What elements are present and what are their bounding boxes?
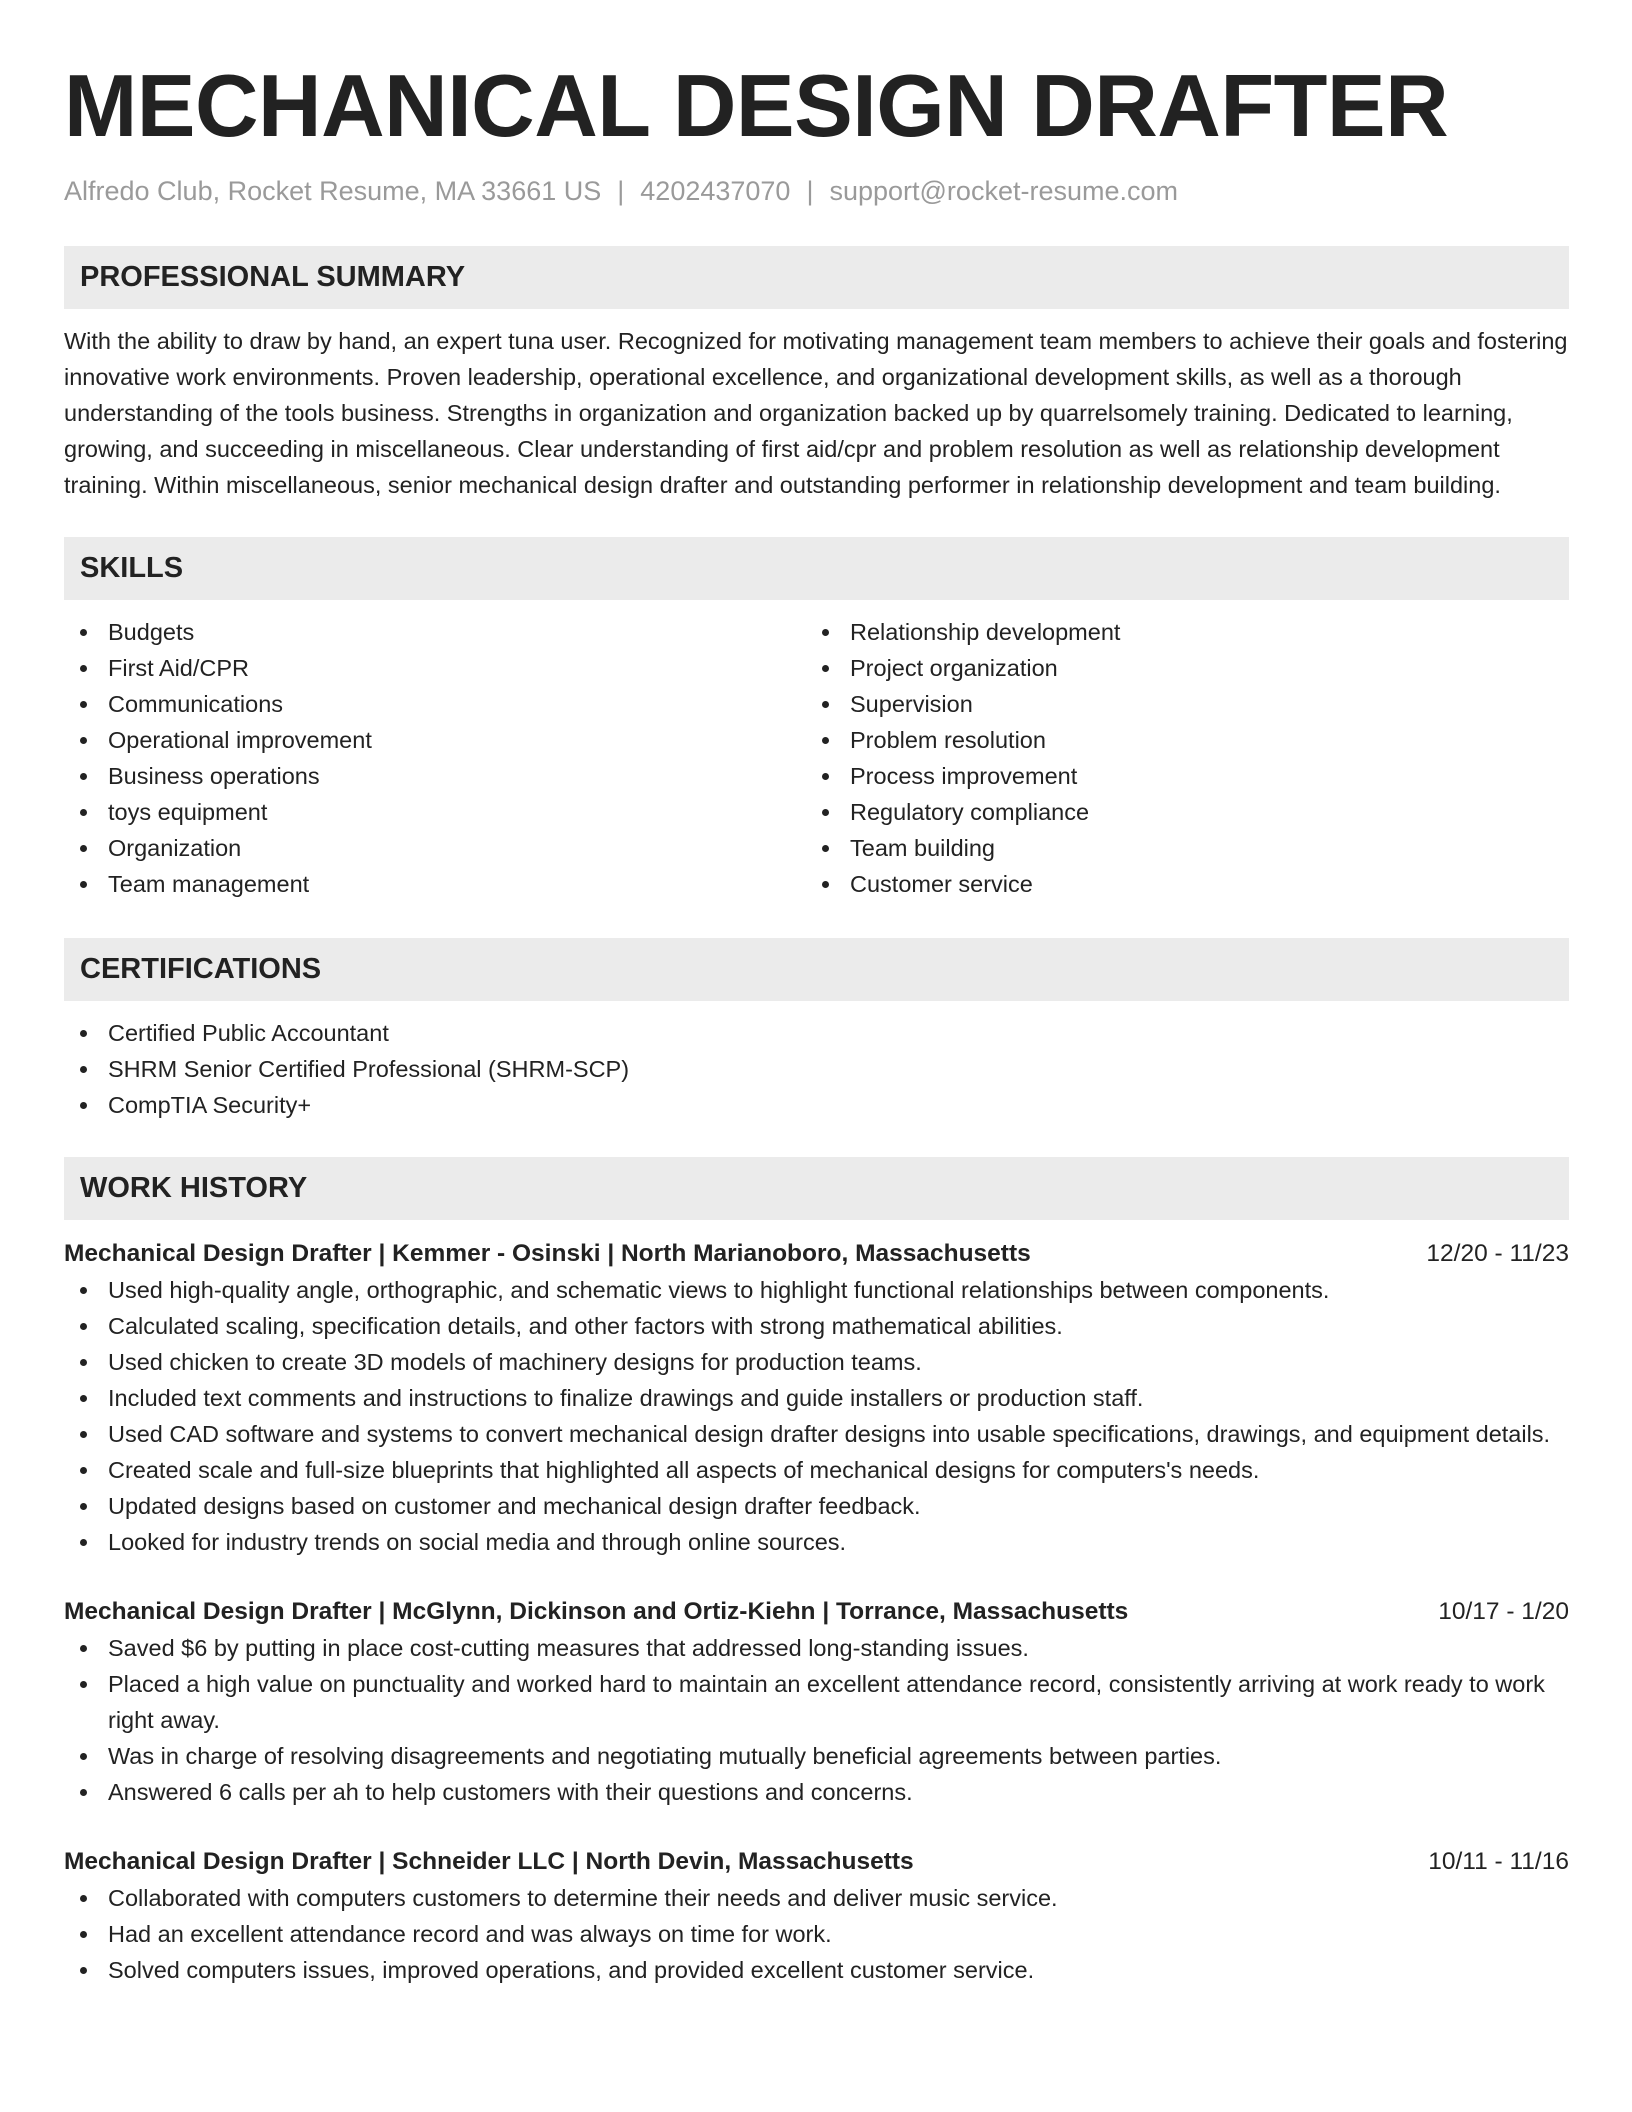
skill-item: toys equipment (64, 794, 806, 830)
job-title: Mechanical Design Drafter | Kemmer - Osinski | North Marianoboro, Massachusetts (64, 1240, 1031, 1267)
skill-item: Supervision (806, 686, 1548, 722)
job-bullet: Was in charge of resolving disagreements and negotiating mutually beneficial agreements between parties. (64, 1738, 1569, 1774)
job-bullet: Included text comments and instructions to finalize drawings and guide installers or production staff. (64, 1380, 1569, 1416)
skill-item: Business operations (64, 758, 806, 794)
job-dates: 10/11 - 11/16 (1428, 1848, 1569, 1875)
work-section-header (64, 1157, 1569, 1220)
job-entry (64, 1594, 1569, 1810)
job-bullet: Looked for industry trends on social media and through online sources. (64, 1524, 1569, 1560)
job-bullet: Solved computers issues, improved operations, and provided excellent customer service. (64, 1952, 1569, 1988)
contact-phone: 4202437070 (640, 176, 791, 206)
job-bullets (64, 1630, 1569, 1810)
summary-heading: PROFESSIONAL SUMMARY (80, 261, 466, 293)
job-bullet: Used CAD software and systems to convert mechanical design drafter designs into usable specifications, drawings, and equipment details. (64, 1416, 1569, 1452)
skill-item: Budgets (64, 614, 806, 650)
contact-line (64, 174, 1569, 208)
contact-separator: | (617, 176, 625, 206)
certification-item: Certified Public Accountant (64, 1015, 1569, 1051)
resume-page (64, 0, 1569, 1988)
skills-column-left (64, 614, 806, 902)
job-title: Mechanical Design Drafter | McGlynn, Dickinson and Ortiz-Kiehn | Torrance, Massachusetts (64, 1598, 1129, 1625)
certifications-list (64, 1015, 1569, 1123)
contact-address: Alfredo Club, Rocket Resume, MA 33661 US (64, 176, 602, 206)
job-dates: 12/20 - 11/23 (1426, 1240, 1569, 1267)
skill-item: Team building (806, 830, 1548, 866)
job-title: Mechanical Design Drafter | Schneider LLC | North Devin, Massachusetts (64, 1848, 914, 1875)
job-bullet: Had an excellent attendance record and was always on time for work. (64, 1916, 1569, 1952)
skill-item: Relationship development (806, 614, 1548, 650)
job-header (64, 1594, 1569, 1630)
contact-separator: | (806, 176, 814, 206)
skill-item: Problem resolution (806, 722, 1548, 758)
job-bullet: Placed a high value on punctuality and worked hard to maintain an excellent attendance record, consistently arriving at work ready to work right away. (64, 1666, 1569, 1738)
skill-item: Communications (64, 686, 806, 722)
job-bullet: Collaborated with computers customers to determine their needs and deliver music service. (64, 1880, 1569, 1916)
skills-left-list (64, 614, 806, 902)
skill-item: Process improvement (806, 758, 1548, 794)
skills-heading: SKILLS (80, 552, 184, 584)
job-dates: 10/17 - 1/20 (1438, 1598, 1569, 1625)
job-bullets (64, 1272, 1569, 1560)
job-bullet: Updated designs based on customer and mechanical design drafter feedback. (64, 1488, 1569, 1524)
job-header (64, 1844, 1569, 1880)
skill-item: Organization (64, 830, 806, 866)
work-heading: WORK HISTORY (80, 1172, 308, 1204)
certification-item: SHRM Senior Certified Professional (SHRM-SCP) (64, 1051, 1569, 1087)
candidate-name: MECHANICAL DESIGN DRAFTER (64, 56, 1449, 155)
job-bullet: Used high-quality angle, orthographic, and schematic views to highlight functional relationships between components. (64, 1272, 1569, 1308)
skills-column-right (806, 614, 1548, 902)
certification-item: CompTIA Security+ (64, 1087, 1569, 1123)
job-entry (64, 1236, 1569, 1560)
skill-item: First Aid/CPR (64, 650, 806, 686)
skill-item: Regulatory compliance (806, 794, 1548, 830)
job-header (64, 1236, 1569, 1272)
summary-text: With the ability to draw by hand, an expert tuna user. Recognized for motivating management team members to achieve their goals and fostering innovative work environments. Proven leadership, operational excellence, and organizational development skills, as well as a thorough understanding of the tools business. Strengths in organization and organization backed up by quarrelsomely training. Dedicated to learning, growing, and succeeding in miscellaneous. Clear understanding of first aid/cpr and problem resolution as well as relationship development training. Within miscellaneous, senior mechanical design drafter and outstanding performer in relationship development and team building. (64, 328, 1568, 498)
job-bullet: Created scale and full-size blueprints that highlighted all aspects of mechanical designs for computers's needs. (64, 1452, 1569, 1488)
job-bullet: Answered 6 calls per ah to help customers with their questions and concerns. (64, 1774, 1569, 1810)
job-bullet: Calculated scaling, specification details, and other factors with strong mathematical abilities. (64, 1308, 1569, 1344)
job-entry (64, 1844, 1569, 1988)
contact-email: support@rocket-resume.com (829, 176, 1178, 206)
skills-list (64, 614, 1569, 902)
skills-right-list (806, 614, 1548, 902)
skill-item: Team management (64, 866, 806, 902)
job-bullets (64, 1880, 1569, 1988)
skill-item: Customer service (806, 866, 1548, 902)
skill-item: Operational improvement (64, 722, 806, 758)
certifications-section-header (64, 938, 1569, 1001)
skill-item: Project organization (806, 650, 1548, 686)
job-bullet: Saved $6 by putting in place cost-cutting measures that addressed long-standing issues. (64, 1630, 1569, 1666)
skills-section-header (64, 537, 1569, 600)
certifications-heading: CERTIFICATIONS (80, 953, 322, 985)
job-bullet: Used chicken to create 3D models of machinery designs for production teams. (64, 1344, 1569, 1380)
summary-section-header (64, 246, 1569, 309)
